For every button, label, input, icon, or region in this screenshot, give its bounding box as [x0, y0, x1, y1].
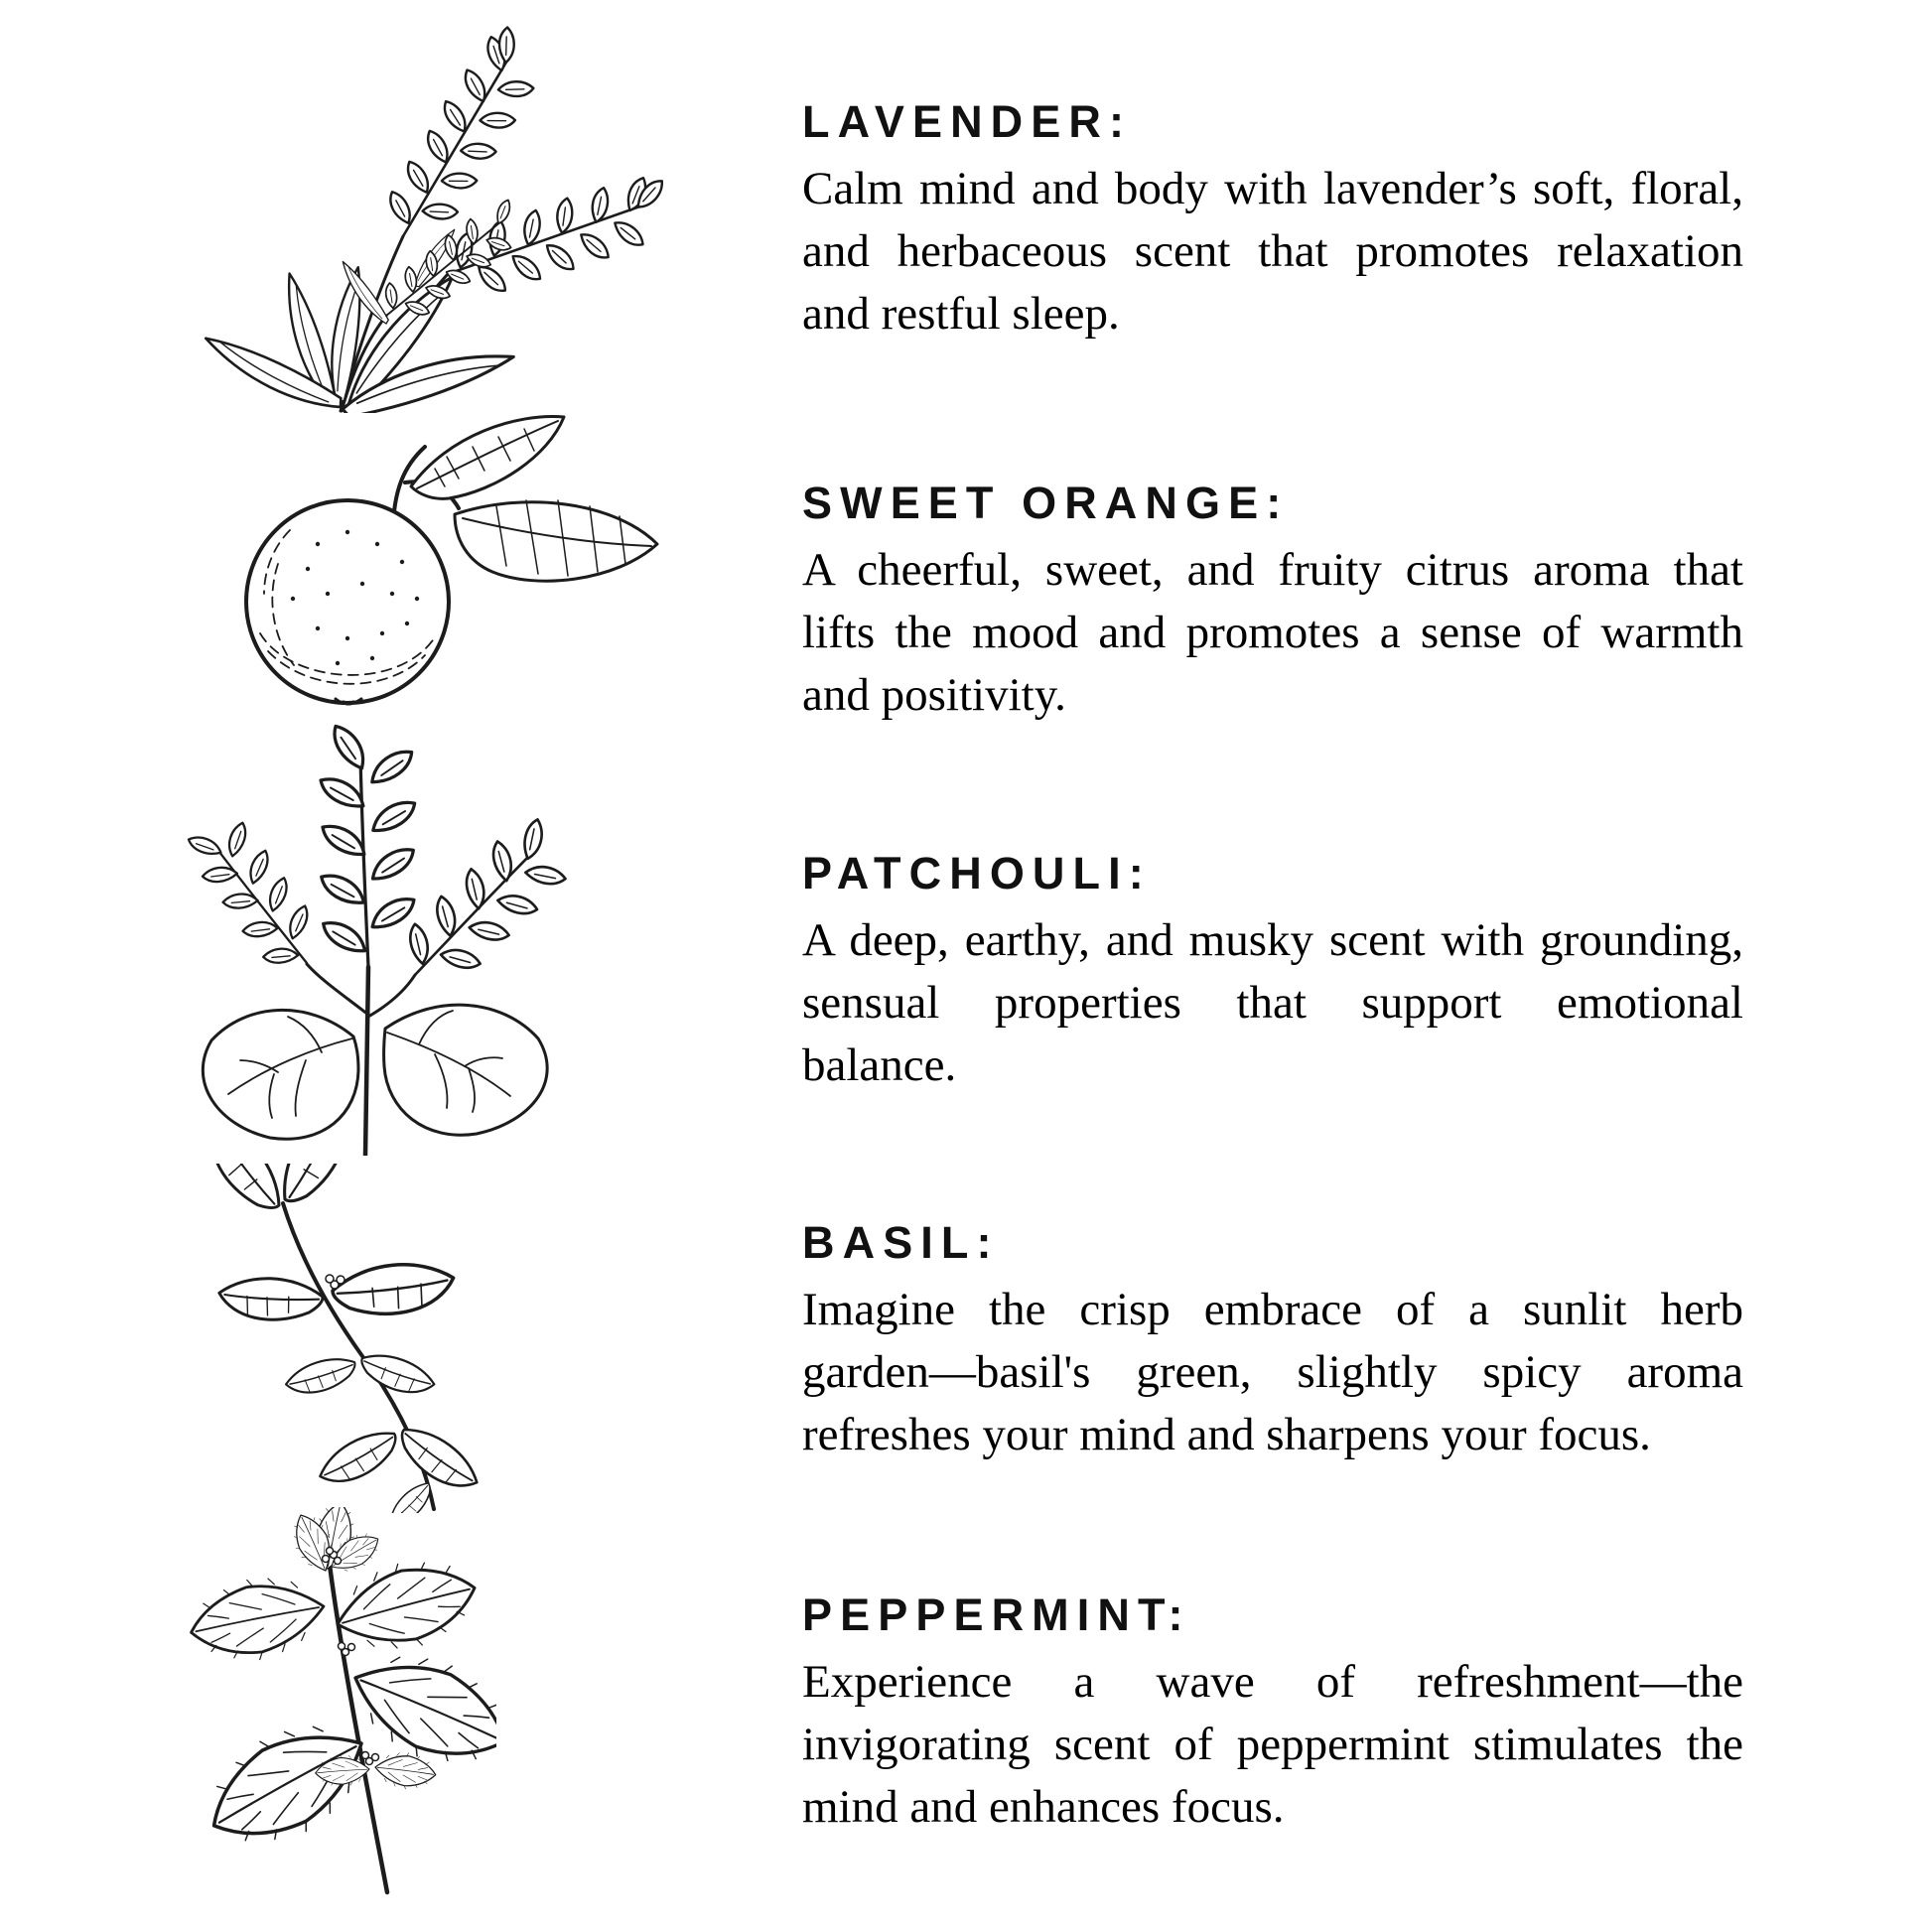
body-line: Experience a wave of refreshment—the — [802, 1656, 1743, 1708]
orange-fruit — [246, 500, 449, 704]
body-line: A deep, earthy, and musky scent with grounding, — [802, 914, 1743, 966]
orange-leaf-lower — [455, 500, 657, 581]
body-line: refreshes your mind and sharpens your focus. — [802, 1409, 1651, 1460]
orange-leaf-upper — [411, 417, 564, 499]
peppermint-sprig-svg — [179, 1507, 496, 1896]
section-peppermint — [802, 1589, 1743, 1839]
basil-sprig-svg — [184, 1164, 516, 1513]
peppermint-sprig-illustration — [179, 1507, 496, 1896]
lavender-heading: LAVENDER: — [802, 96, 1133, 147]
body-line: Imagine the crisp embrace of a sunlit herb — [802, 1284, 1743, 1335]
body-line: and herbaceous scent that promotes relaxation — [802, 225, 1743, 277]
patchouli-flower-spike-center — [312, 721, 423, 969]
lavender-sprig-svg — [192, 26, 693, 413]
body-line: sensual properties that support emotional — [802, 977, 1743, 1029]
orange-fruit-svg — [199, 395, 695, 713]
patchouli-svg — [157, 707, 594, 1156]
basil-leaves — [191, 1164, 479, 1513]
body-line: and restful sleep. — [802, 288, 1120, 340]
body-line: balance. — [802, 1039, 957, 1091]
body-line: Calm mind and body with lavender’s soft, floral, — [802, 163, 1743, 214]
body-line: mind and enhances focus. — [802, 1781, 1285, 1833]
body-line: invigorating scent of peppermint stimulates the — [802, 1719, 1743, 1770]
basil-sprig-illustration — [184, 1164, 516, 1513]
patchouli-flower-spike-right — [384, 807, 589, 1003]
patchouli-leaf-right — [384, 1005, 548, 1135]
section-lavender — [802, 96, 1743, 345]
lavender-sprig-illustration — [192, 26, 693, 413]
section-patchouli — [802, 848, 1743, 1097]
basil-heading: BASIL: — [802, 1217, 1000, 1268]
sweet-orange-heading: SWEET ORANGE: — [802, 478, 1290, 528]
section-sweet-orange — [802, 478, 1743, 727]
body-line: lifts the mood and promotes a sense of warmth — [802, 607, 1743, 658]
body-line: and positivity. — [802, 669, 1066, 721]
section-basil — [802, 1217, 1743, 1466]
patchouli-flower-spike-left — [178, 802, 334, 985]
patchouli-heading: PATCHOULI: — [802, 848, 1152, 898]
peppermint-heading: PEPPERMINT: — [802, 1589, 1191, 1640]
patchouli-leaf-left — [203, 1010, 358, 1139]
orange-fruit-illustration — [199, 395, 695, 713]
body-line: A cheerful, sweet, and fruity citrus aroma that — [802, 544, 1743, 596]
body-line: garden—basil's green, slightly spicy aroma — [802, 1346, 1743, 1398]
patchouli-illustration — [157, 707, 594, 1156]
